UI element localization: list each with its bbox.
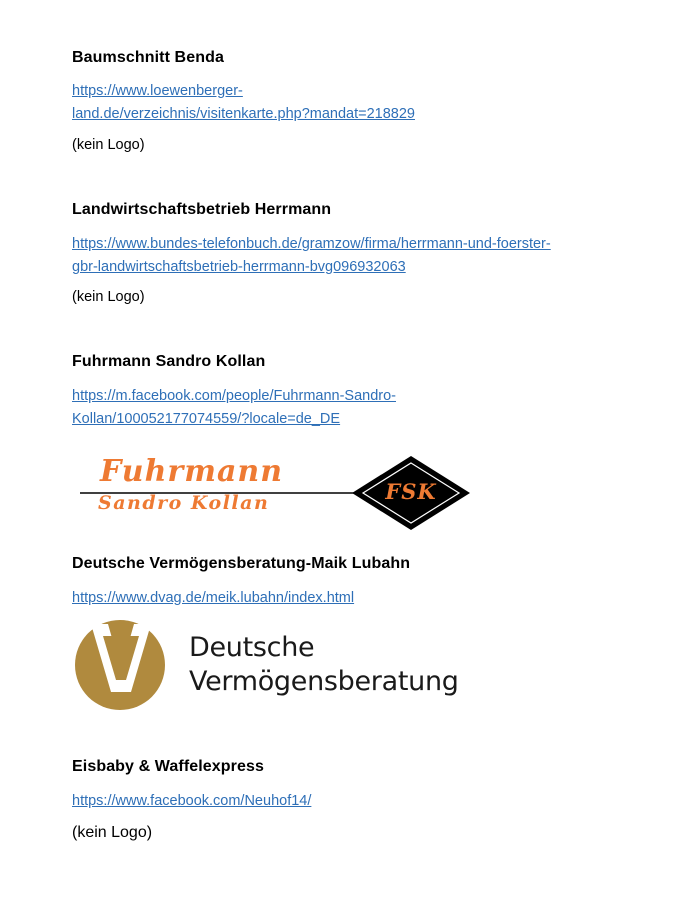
link-line: https://www.dvag.de/meik.lubahn/index.html: [72, 590, 355, 606]
entry-title-eisbaby-waffelexpress: Eisbaby & Waffelexpress: [72, 758, 265, 775]
entry-link-dvag[interactable]: [72, 587, 354, 610]
link-line: https://m.facebook.com/people/Fuhrmann-Sandro-: [72, 388, 396, 404]
logo-text-fuhrmann: Fuhrmann: [100, 454, 284, 489]
link-line: https://www.facebook.com/Neuhof14/: [72, 793, 312, 809]
no-logo-note: (kein Logo): [72, 137, 145, 153]
dvag-logo-line2: Vermögensberatung: [189, 666, 459, 697]
entry-link-landwirtschaftsbetrieb-herrmann[interactable]: [72, 233, 551, 279]
link-line: gbr-landwirtschaftsbetrieb-herrmann-bvg096932063: [72, 259, 406, 275]
dvag-logo-line1: Deutsche: [189, 632, 315, 663]
no-logo-note: (kein Logo): [72, 289, 145, 305]
dvag-logo: [73, 618, 459, 713]
link-line: land.de/verzeichnis/visitenkarte.php?mandat=218829: [72, 106, 415, 122]
entry-title-landwirtschaftsbetrieb-herrmann: Landwirtschaftsbetrieb Herrmann: [72, 201, 332, 218]
link-line: Kollan/100052177074559/?locale=de_DE: [72, 411, 341, 427]
entry-title-baumschnitt-benda: Baumschnitt Benda: [72, 49, 224, 66]
entry-link-baumschnitt-benda[interactable]: [72, 80, 415, 126]
logo-badge-text: FSK: [385, 479, 437, 504]
dvag-v-mark-icon: [73, 618, 168, 713]
link-line: https://www.loewenberger-: [72, 83, 243, 99]
no-logo-note: (kein Logo): [72, 824, 153, 841]
link-line: https://www.bundes-telefonbuch.de/gramzow/firma/herrmann-und-foerster-: [72, 236, 551, 252]
entry-title-dvag-maik-lubahn: Deutsche Vermögensberatung-Maik Lubahn: [72, 555, 411, 572]
entry-title-fuhrmann-sandro-kollan: Fuhrmann Sandro Kollan: [72, 353, 266, 370]
fuhrmann-kollan-logo: [78, 452, 473, 532]
entry-link-fuhrmann-sandro-kollan[interactable]: [72, 385, 396, 431]
entry-link-eisbaby-waffelexpress[interactable]: [72, 790, 311, 813]
logo-text-sandro-kollan: Sandro Kollan: [98, 492, 270, 514]
